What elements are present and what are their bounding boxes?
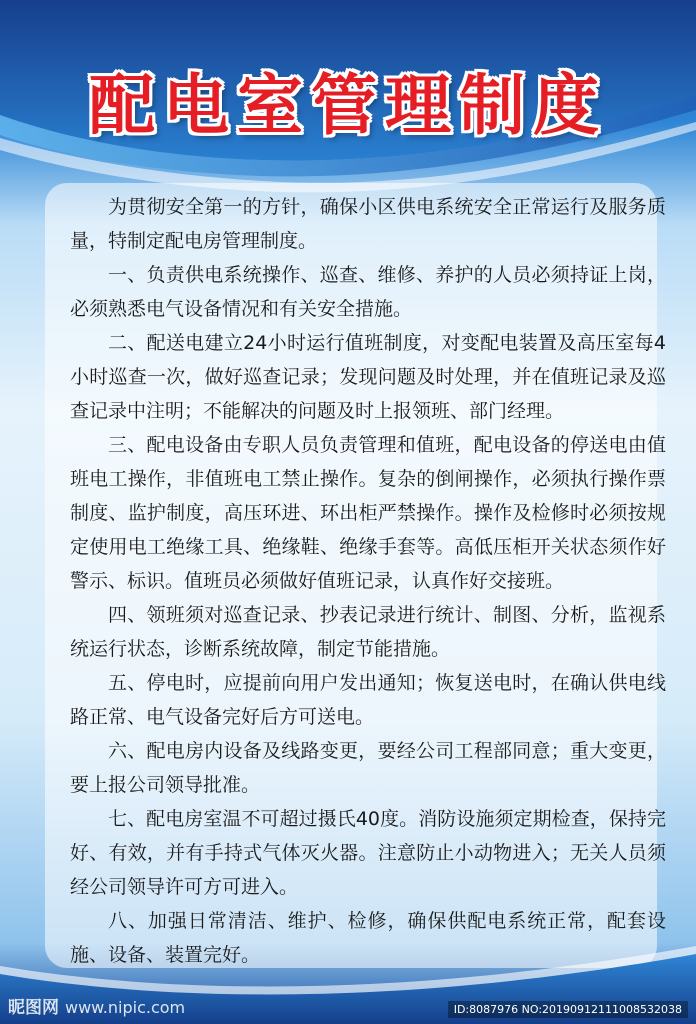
watermark-image-id: ID:8087976 NO:20190912111008532038 — [448, 1001, 688, 1018]
rule-paragraph-8: 八、加强日常清洁、维护、检修，确保供配电系统正常，配套设施、设备、装置完好。 — [70, 910, 666, 966]
watermark-site-name: 昵图网 — [8, 998, 59, 1018]
regulation-text — [70, 190, 666, 972]
page-title: 配电室管理制度 — [89, 67, 607, 144]
rule-paragraph-6: 六、配电房内设备及线路变更，要经公司工程部同意；重大变更，要上报公司领导批准。 — [70, 740, 666, 796]
watermark-logo — [8, 993, 185, 1018]
intro-paragraph: 为贯彻安全第一的方针，确保小区供电系统安全正常运行及服务质量，特制定配电房管理制度。 — [70, 196, 666, 252]
rule-paragraph-4: 四、领班须对巡查记录、抄表记录进行统计、制图、分析，监视系统运行状态，诊断系统故障，制定节能措施。 — [70, 604, 666, 660]
rule-paragraph-7: 七、配电房室温不可超过摄氏40度。消防设施须定期检查，保持完好、有效，并有手持式气体灭火器。注意防止小动物进入；无关人员须经公司领导许可方可进入。 — [70, 808, 666, 898]
watermark-url: www.nipic.com — [65, 998, 186, 1017]
rule-paragraph-1: 一、负责供电系统操作、巡查、维修、养护的人员必须持证上岗，必须熟悉电气设备情况和有关安全措施。 — [70, 264, 666, 320]
rule-paragraph-3: 三、配电设备由专职人员负责管理和值班，配电设备的停送电由值班电工操作，非值班电工禁止操作。复杂的倒闸操作，必须执行操作票制度、监护制度，高压环进、环出柜严禁操作。操作及检修时必须按规定使用电工绝缘工具、绝缘鞋、绝缘手套等。高低压柜开关状态须作好警示、标识。值班员必须做好值班记录，认真作好交接班。 — [70, 434, 666, 592]
rule-paragraph-5: 五、停电时，应提前向用户发出通知；恢复送电时，在确认供电线路正常、电气设备完好后方可送电。 — [70, 672, 666, 728]
rule-paragraph-2: 二、配送电建立24小时运行值班制度，对变配电装置及高压室每4小时巡查一次，做好巡查记录；发现问题及时处理，并在值班记录及巡查记录中注明；不能解决的问题及时上报领班、部门经理。 — [70, 332, 666, 422]
